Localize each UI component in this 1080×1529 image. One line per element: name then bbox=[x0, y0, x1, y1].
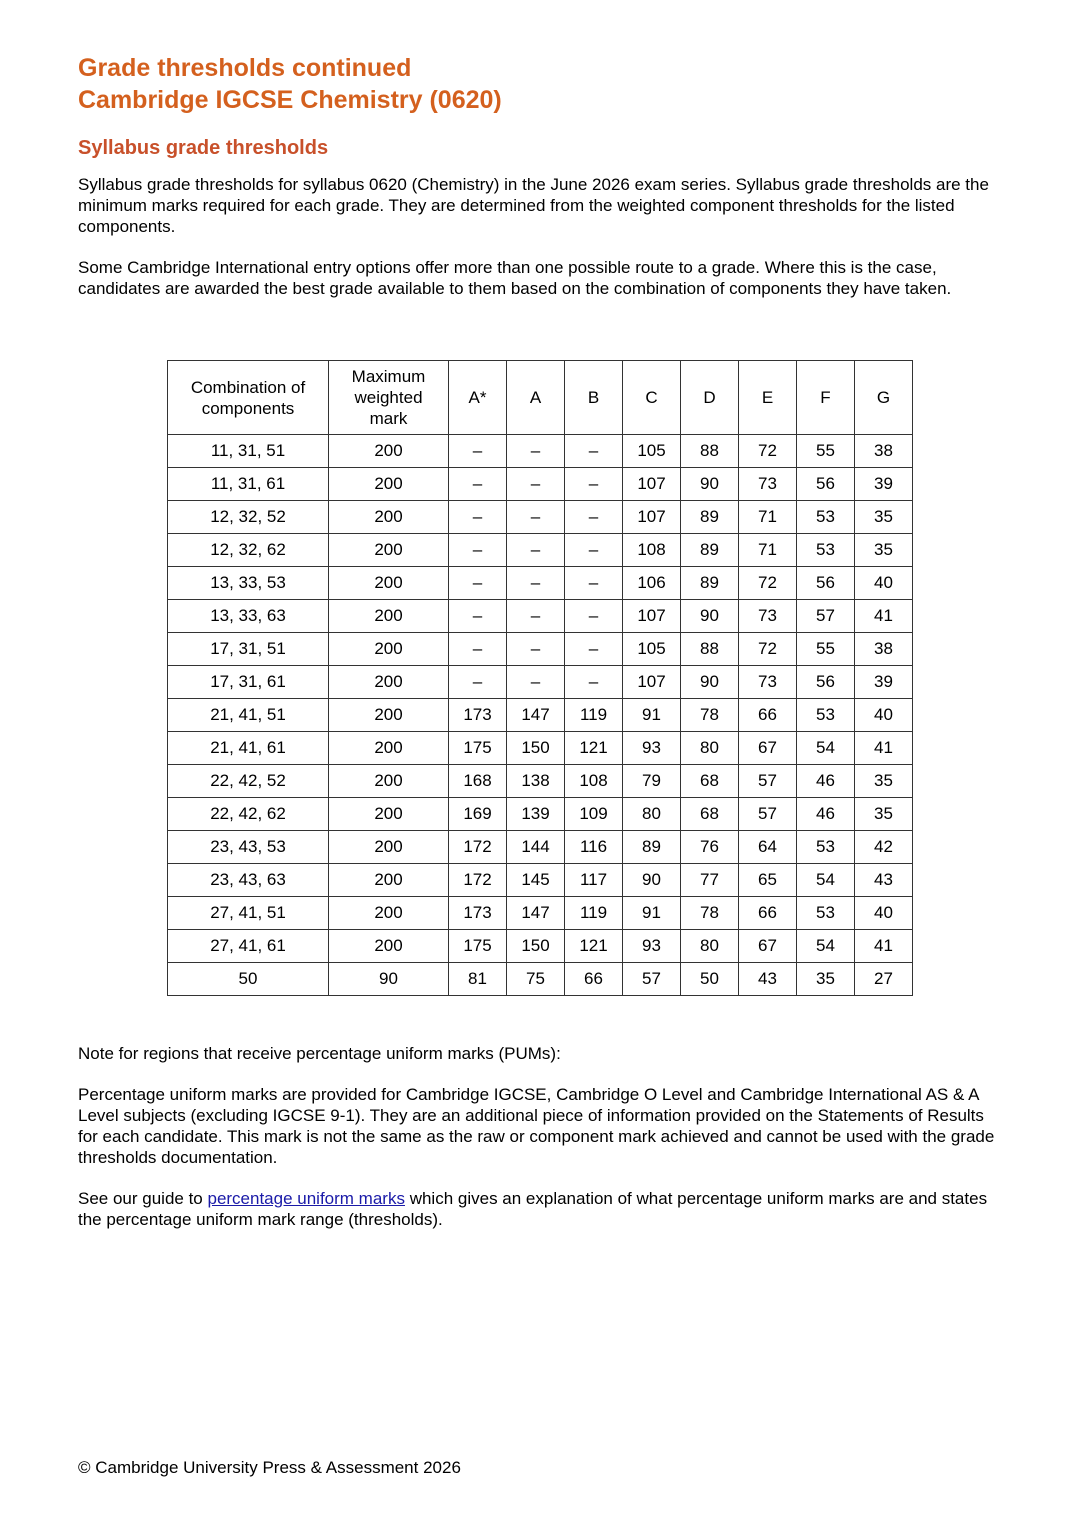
grade-a-star-cell: – bbox=[449, 501, 507, 534]
table-row bbox=[168, 600, 913, 633]
grade-e-cell: 72 bbox=[739, 567, 797, 600]
grade-a-cell: – bbox=[507, 633, 565, 666]
grade-b-cell: 119 bbox=[565, 699, 623, 732]
grade-d-cell: 89 bbox=[681, 534, 739, 567]
grade-e-cell: 64 bbox=[739, 831, 797, 864]
grade-a-cell: – bbox=[507, 600, 565, 633]
grade-b-cell: – bbox=[565, 534, 623, 567]
grade-e-cell: 73 bbox=[739, 666, 797, 699]
grade-f-cell: 54 bbox=[797, 732, 855, 765]
header-max-line3: mark bbox=[369, 409, 408, 428]
grade-e-cell: 73 bbox=[739, 468, 797, 501]
grade-f-cell: 55 bbox=[797, 633, 855, 666]
header-grade-a: A bbox=[507, 361, 565, 435]
combination-cell: 11, 31, 51 bbox=[168, 435, 329, 468]
grade-f-cell: 35 bbox=[797, 963, 855, 996]
grade-a-star-cell: 175 bbox=[449, 930, 507, 963]
grade-b-cell: 116 bbox=[565, 831, 623, 864]
combination-cell: 13, 33, 53 bbox=[168, 567, 329, 600]
grade-f-cell: 46 bbox=[797, 765, 855, 798]
guide-prefix: See our guide to bbox=[78, 1189, 208, 1208]
grade-a-cell: – bbox=[507, 666, 565, 699]
grade-c-cell: 105 bbox=[623, 633, 681, 666]
grade-f-cell: 55 bbox=[797, 435, 855, 468]
combination-cell: 21, 41, 61 bbox=[168, 732, 329, 765]
max-mark-cell: 90 bbox=[329, 963, 449, 996]
grade-a-cell: 138 bbox=[507, 765, 565, 798]
grade-a-star-cell: – bbox=[449, 435, 507, 468]
grade-e-cell: 57 bbox=[739, 798, 797, 831]
header-grade-b: B bbox=[565, 361, 623, 435]
grade-e-cell: 66 bbox=[739, 897, 797, 930]
grade-d-cell: 88 bbox=[681, 435, 739, 468]
grade-d-cell: 90 bbox=[681, 666, 739, 699]
grade-c-cell: 91 bbox=[623, 699, 681, 732]
grade-f-cell: 54 bbox=[797, 864, 855, 897]
grade-e-cell: 67 bbox=[739, 732, 797, 765]
table-row bbox=[168, 831, 913, 864]
grade-g-cell: 41 bbox=[855, 732, 913, 765]
grade-c-cell: 89 bbox=[623, 831, 681, 864]
combination-cell: 27, 41, 51 bbox=[168, 897, 329, 930]
grade-e-cell: 73 bbox=[739, 600, 797, 633]
section-heading: Syllabus grade thresholds bbox=[78, 137, 329, 159]
grade-c-cell: 107 bbox=[623, 666, 681, 699]
grade-f-cell: 57 bbox=[797, 600, 855, 633]
grade-a-cell: – bbox=[507, 534, 565, 567]
grade-a-star-cell: 168 bbox=[449, 765, 507, 798]
guide-paragraph bbox=[78, 1188, 1003, 1230]
grade-a-star-cell: 175 bbox=[449, 732, 507, 765]
grade-g-cell: 43 bbox=[855, 864, 913, 897]
pum-note-paragraph: Percentage uniform marks are provided for Cambridge IGCSE, Cambridge O Level and Cambridge International AS & A Level subjects (excluding IGCSE 9-1). They are an additional piece of information provided on the Statements of Results for each candidate. This mark is not the same as the raw or component mark achieved and cannot be used with the grade thresholds documentation. bbox=[78, 1085, 995, 1167]
grade-d-cell: 80 bbox=[681, 930, 739, 963]
grade-f-cell: 56 bbox=[797, 468, 855, 501]
grade-g-cell: 41 bbox=[855, 600, 913, 633]
combination-cell: 17, 31, 61 bbox=[168, 666, 329, 699]
grade-a-cell: – bbox=[507, 501, 565, 534]
combination-cell: 23, 43, 63 bbox=[168, 864, 329, 897]
table-row bbox=[168, 765, 913, 798]
grade-g-cell: 35 bbox=[855, 765, 913, 798]
table-row bbox=[168, 435, 913, 468]
grade-g-cell: 35 bbox=[855, 798, 913, 831]
grade-g-cell: 41 bbox=[855, 930, 913, 963]
grade-a-cell: 75 bbox=[507, 963, 565, 996]
grade-d-cell: 80 bbox=[681, 732, 739, 765]
header-grade-c: C bbox=[623, 361, 681, 435]
intro-paragraph: Syllabus grade thresholds for syllabus 0620 (Chemistry) in the June 2026 exam series. Syllabus grade thresholds are the minimum marks required for each grade. They are determined from the weighted component thresholds for the listed components. bbox=[78, 175, 989, 236]
combination-cell: 21, 41, 51 bbox=[168, 699, 329, 732]
guide-suffix: which gives an explanation of what percentage uniform marks are and states the percentage uniform mark range (thresholds). bbox=[78, 1189, 988, 1229]
grade-e-cell: 71 bbox=[739, 534, 797, 567]
grade-f-cell: 53 bbox=[797, 897, 855, 930]
max-mark-cell: 200 bbox=[329, 732, 449, 765]
header-max-line2: weighted bbox=[354, 388, 423, 407]
max-mark-cell: 200 bbox=[329, 666, 449, 699]
grade-thresholds-table bbox=[167, 360, 913, 996]
grade-a-star-cell: 81 bbox=[449, 963, 507, 996]
grade-e-cell: 72 bbox=[739, 633, 797, 666]
combination-cell: 27, 41, 61 bbox=[168, 930, 329, 963]
grade-d-cell: 88 bbox=[681, 633, 739, 666]
grade-e-cell: 72 bbox=[739, 435, 797, 468]
table-row bbox=[168, 732, 913, 765]
grade-g-cell: 39 bbox=[855, 666, 913, 699]
grade-d-cell: 78 bbox=[681, 897, 739, 930]
grade-e-cell: 43 bbox=[739, 963, 797, 996]
header-grade-e: E bbox=[739, 361, 797, 435]
grade-d-cell: 90 bbox=[681, 468, 739, 501]
grade-c-cell: 108 bbox=[623, 534, 681, 567]
grade-f-cell: 46 bbox=[797, 798, 855, 831]
max-mark-cell: 200 bbox=[329, 897, 449, 930]
header-grade-f: F bbox=[797, 361, 855, 435]
grade-c-cell: 57 bbox=[623, 963, 681, 996]
max-mark-cell: 200 bbox=[329, 765, 449, 798]
grade-d-cell: 50 bbox=[681, 963, 739, 996]
grade-a-cell: 139 bbox=[507, 798, 565, 831]
grade-b-cell: 119 bbox=[565, 897, 623, 930]
table-row bbox=[168, 633, 913, 666]
max-mark-cell: 200 bbox=[329, 798, 449, 831]
grade-d-cell: 90 bbox=[681, 600, 739, 633]
grade-d-cell: 76 bbox=[681, 831, 739, 864]
combination-cell: 22, 42, 52 bbox=[168, 765, 329, 798]
header-combination-line2: components bbox=[201, 398, 295, 418]
combination-cell: 22, 42, 62 bbox=[168, 798, 329, 831]
grade-a-star-cell: – bbox=[449, 468, 507, 501]
grade-f-cell: 54 bbox=[797, 930, 855, 963]
grade-b-cell: 66 bbox=[565, 963, 623, 996]
pum-guide-link[interactable]: percentage uniform marks bbox=[207, 1189, 405, 1208]
grade-c-cell: 107 bbox=[623, 501, 681, 534]
table-row bbox=[168, 666, 913, 699]
grade-b-cell: 117 bbox=[565, 864, 623, 897]
grade-d-cell: 89 bbox=[681, 501, 739, 534]
grade-b-cell: – bbox=[565, 600, 623, 633]
grade-g-cell: 35 bbox=[855, 534, 913, 567]
grade-f-cell: 53 bbox=[797, 699, 855, 732]
table-row bbox=[168, 930, 913, 963]
grade-e-cell: 71 bbox=[739, 501, 797, 534]
header-grade-g: G bbox=[855, 361, 913, 435]
grade-c-cell: 93 bbox=[623, 732, 681, 765]
grade-a-star-cell: – bbox=[449, 600, 507, 633]
max-mark-cell: 200 bbox=[329, 435, 449, 468]
header-combination bbox=[168, 361, 329, 435]
header-max-line1: Maximum bbox=[351, 367, 426, 386]
copyright-footer: © Cambridge University Press & Assessment 2026 bbox=[78, 1458, 461, 1477]
grade-d-cell: 77 bbox=[681, 864, 739, 897]
table-header-row bbox=[168, 361, 913, 435]
max-mark-cell: 200 bbox=[329, 864, 449, 897]
grade-a-cell: 147 bbox=[507, 897, 565, 930]
grade-b-cell: 121 bbox=[565, 732, 623, 765]
grade-e-cell: 67 bbox=[739, 930, 797, 963]
grade-g-cell: 38 bbox=[855, 633, 913, 666]
grade-b-cell: 109 bbox=[565, 798, 623, 831]
table-row bbox=[168, 963, 913, 996]
grade-a-cell: – bbox=[507, 468, 565, 501]
combination-cell: 50 bbox=[168, 963, 329, 996]
grade-d-cell: 89 bbox=[681, 567, 739, 600]
grade-a-star-cell: – bbox=[449, 534, 507, 567]
grade-f-cell: 56 bbox=[797, 567, 855, 600]
grade-g-cell: 40 bbox=[855, 567, 913, 600]
grade-a-cell: 150 bbox=[507, 732, 565, 765]
grade-a-cell: 147 bbox=[507, 699, 565, 732]
grade-b-cell: – bbox=[565, 633, 623, 666]
grade-d-cell: 68 bbox=[681, 798, 739, 831]
grade-a-star-cell: 173 bbox=[449, 897, 507, 930]
table-row bbox=[168, 468, 913, 501]
grade-g-cell: 39 bbox=[855, 468, 913, 501]
grade-b-cell: 121 bbox=[565, 930, 623, 963]
grade-a-star-cell: 173 bbox=[449, 699, 507, 732]
grade-c-cell: 107 bbox=[623, 468, 681, 501]
page-subtitle: Cambridge IGCSE Chemistry (0620) bbox=[78, 86, 502, 114]
grade-b-cell: – bbox=[565, 468, 623, 501]
table-row bbox=[168, 534, 913, 567]
table-row bbox=[168, 864, 913, 897]
grade-g-cell: 35 bbox=[855, 501, 913, 534]
max-mark-cell: 200 bbox=[329, 831, 449, 864]
grade-g-cell: 42 bbox=[855, 831, 913, 864]
grade-c-cell: 90 bbox=[623, 864, 681, 897]
table-row bbox=[168, 699, 913, 732]
grade-c-cell: 93 bbox=[623, 930, 681, 963]
max-mark-cell: 200 bbox=[329, 534, 449, 567]
grade-d-cell: 68 bbox=[681, 765, 739, 798]
header-combination-line1: Combination of bbox=[190, 377, 306, 397]
combination-cell: 12, 32, 62 bbox=[168, 534, 329, 567]
grade-g-cell: 40 bbox=[855, 699, 913, 732]
header-grade-a-star: A* bbox=[449, 361, 507, 435]
table-row bbox=[168, 897, 913, 930]
combination-cell: 23, 43, 53 bbox=[168, 831, 329, 864]
grade-g-cell: 38 bbox=[855, 435, 913, 468]
grade-a-star-cell: – bbox=[449, 567, 507, 600]
grade-b-cell: – bbox=[565, 666, 623, 699]
grade-f-cell: 53 bbox=[797, 501, 855, 534]
grade-e-cell: 65 bbox=[739, 864, 797, 897]
max-mark-cell: 200 bbox=[329, 600, 449, 633]
grade-c-cell: 91 bbox=[623, 897, 681, 930]
max-mark-cell: 200 bbox=[329, 501, 449, 534]
combination-cell: 12, 32, 52 bbox=[168, 501, 329, 534]
grade-f-cell: 56 bbox=[797, 666, 855, 699]
header-grade-d: D bbox=[681, 361, 739, 435]
grade-g-cell: 27 bbox=[855, 963, 913, 996]
header-max-mark bbox=[329, 361, 449, 435]
pum-note-heading: Note for regions that receive percentage uniform marks (PUMs): bbox=[78, 1044, 561, 1063]
grade-f-cell: 53 bbox=[797, 831, 855, 864]
grade-a-cell: 144 bbox=[507, 831, 565, 864]
max-mark-cell: 200 bbox=[329, 699, 449, 732]
grade-c-cell: 79 bbox=[623, 765, 681, 798]
grade-b-cell: – bbox=[565, 501, 623, 534]
combination-cell: 17, 31, 51 bbox=[168, 633, 329, 666]
routes-paragraph: Some Cambridge International entry options offer more than one possible route to a grade. Where this is the case, candidates are awarded the best grade available to them based on the combination of components they have taken. bbox=[78, 258, 952, 298]
table-row bbox=[168, 567, 913, 600]
grade-a-star-cell: 169 bbox=[449, 798, 507, 831]
grade-e-cell: 57 bbox=[739, 765, 797, 798]
max-mark-cell: 200 bbox=[329, 468, 449, 501]
grade-c-cell: 80 bbox=[623, 798, 681, 831]
grade-a-cell: 150 bbox=[507, 930, 565, 963]
max-mark-cell: 200 bbox=[329, 930, 449, 963]
max-mark-cell: 200 bbox=[329, 633, 449, 666]
table-body bbox=[168, 435, 913, 996]
page-title: Grade thresholds continued bbox=[78, 54, 412, 82]
grade-a-star-cell: 172 bbox=[449, 864, 507, 897]
grade-c-cell: 105 bbox=[623, 435, 681, 468]
grade-d-cell: 78 bbox=[681, 699, 739, 732]
table-row bbox=[168, 798, 913, 831]
grade-a-cell: 145 bbox=[507, 864, 565, 897]
grade-a-star-cell: – bbox=[449, 633, 507, 666]
grade-a-star-cell: 172 bbox=[449, 831, 507, 864]
grade-b-cell: – bbox=[565, 435, 623, 468]
grade-a-star-cell: – bbox=[449, 666, 507, 699]
grade-f-cell: 53 bbox=[797, 534, 855, 567]
combination-cell: 11, 31, 61 bbox=[168, 468, 329, 501]
grade-a-cell: – bbox=[507, 567, 565, 600]
combination-cell: 13, 33, 63 bbox=[168, 600, 329, 633]
grade-e-cell: 66 bbox=[739, 699, 797, 732]
grade-c-cell: 106 bbox=[623, 567, 681, 600]
grade-b-cell: 108 bbox=[565, 765, 623, 798]
grade-a-cell: – bbox=[507, 435, 565, 468]
grade-b-cell: – bbox=[565, 567, 623, 600]
max-mark-cell: 200 bbox=[329, 567, 449, 600]
table-row bbox=[168, 501, 913, 534]
grade-g-cell: 40 bbox=[855, 897, 913, 930]
grade-c-cell: 107 bbox=[623, 600, 681, 633]
